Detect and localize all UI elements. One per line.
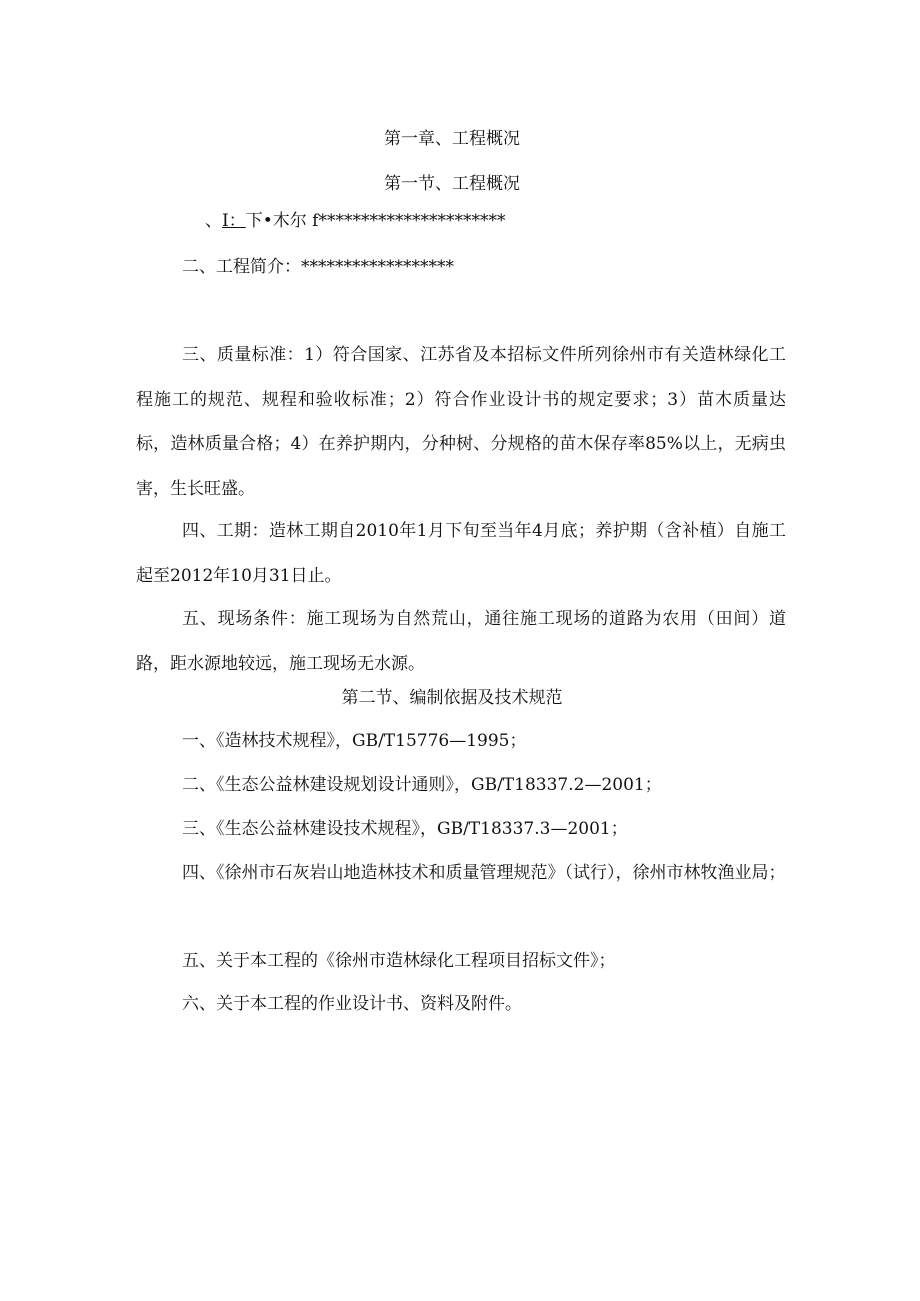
site-conditions-paragraph: 五、现场条件：施工现场为自然荒山，通往施工现场的道路为农用（田间）道路，距水源地较远，施工现场无水源。: [136, 609, 786, 674]
reference-item: 六、关于本工程的作业设计书、资料及附件。: [182, 994, 522, 1014]
project-name-prefix: 、: [205, 211, 222, 231]
section-title-basis: 第二节、编制依据及技术规范: [341, 688, 563, 708]
reference-item-wrapped: 四、《徐州市石灰岩山地造林技术和质量管理规范》（试行），徐州市林牧渔业局；: [182, 863, 786, 883]
section-title-overview: 第一节、工程概况: [384, 174, 520, 194]
schedule-paragraph: 四、工期：造林工期自2010年1月下旬至当年4月底；养护期（含补植）自施工起至2012年10月31日止。: [136, 521, 786, 586]
project-brief-line: 二、工程简介：******************: [182, 257, 454, 277]
quality-standard-paragraph: 三、质量标准：1）符合国家、江苏省及本招标文件所列徐州市有关造林绿化工程施工的规范、规程和验收标准；2）符合作业设计书的规定要求；3）苗木质量达标，造林质量合格；4）在养护期内，分种树、分规格的苗木保存率85%以上，无病虫害，生长旺盛。: [136, 345, 786, 500]
project-name-underlined: I：: [222, 211, 246, 231]
reference-item: 三、《生态公益林建设技术规程》，GB/T18337.3—2001；: [182, 819, 628, 839]
chapter-title: 第一章、工程概况: [384, 129, 520, 149]
reference-item: 五、关于本工程的《徐州市造林绿化工程项目招标文件》；: [182, 951, 616, 971]
reference-item: 一、《造林技术规程》，GB/T15776—1995；: [182, 731, 527, 751]
project-name-line: [205, 210, 505, 232]
reference-item: 二、《生态公益林建设规划设计通则》，GB/T18337.2—2001；: [182, 775, 662, 795]
project-name-rest: 下•木尔 f**********************: [245, 211, 506, 231]
